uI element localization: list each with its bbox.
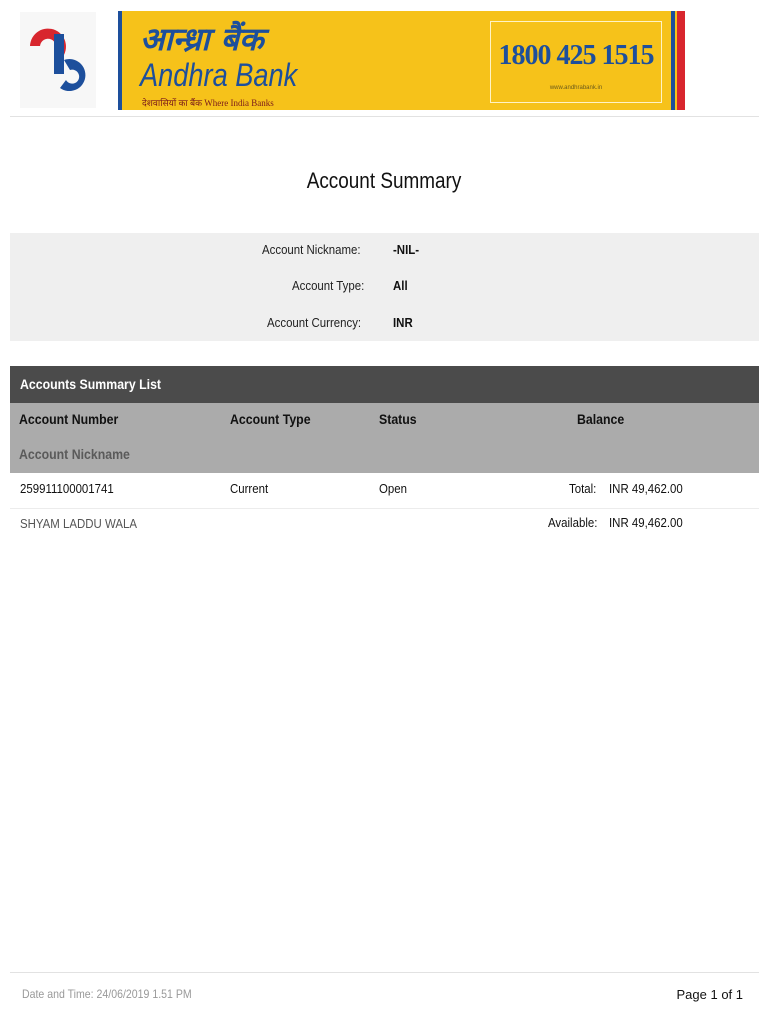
page-number: Page 1 of 1 bbox=[676, 987, 743, 1002]
col-balance: Balance bbox=[577, 411, 625, 427]
bank-website: www.andhrabank.in bbox=[549, 85, 603, 91]
info-label: Account Nickname: bbox=[262, 242, 361, 257]
info-value: INR bbox=[393, 315, 413, 330]
info-row-nickname bbox=[10, 242, 759, 262]
total-label: Total: bbox=[569, 481, 597, 496]
page-title: Account Summary bbox=[306, 168, 462, 193]
col-status: Status bbox=[379, 411, 417, 427]
account-number: 259911100001741 bbox=[20, 481, 114, 496]
andhra-bank-logo bbox=[20, 12, 96, 108]
helpline-number: 1800 425 1515 bbox=[498, 40, 654, 71]
footer-datetime: Date and Time: 24/06/2019 1.51 PM bbox=[22, 987, 192, 1001]
row-divider bbox=[10, 508, 759, 509]
bank-name-hindi: आन्ध्रा बैंक bbox=[140, 20, 264, 58]
col-account-number: Account Number bbox=[19, 411, 119, 427]
filter-info bbox=[10, 233, 759, 341]
info-value: All bbox=[393, 278, 408, 293]
info-label: Account Currency: bbox=[267, 315, 362, 330]
col-account-type: Account Type bbox=[230, 411, 311, 427]
available-balance: INR 49,462.00 bbox=[609, 515, 683, 530]
bank-tagline: देशवासियों का बैंक Where India Banks bbox=[142, 98, 274, 108]
column-header bbox=[10, 403, 759, 473]
available-label: Available: bbox=[548, 515, 598, 530]
account-type: Current bbox=[230, 481, 269, 496]
bank-name: Andhra Bank bbox=[140, 57, 298, 93]
accounts-list-header bbox=[10, 366, 759, 403]
header-divider bbox=[10, 116, 759, 117]
col-account-nickname: Account Nickname bbox=[19, 446, 130, 462]
accounts-list-title: Accounts Summary List bbox=[20, 376, 162, 392]
bank-banner bbox=[118, 11, 685, 110]
account-nickname: SHYAM LADDU WALA bbox=[20, 516, 137, 531]
total-balance: INR 49,462.00 bbox=[609, 481, 683, 496]
info-label: Account Type: bbox=[291, 278, 365, 293]
bank-header bbox=[0, 0, 768, 116]
info-row-type bbox=[10, 278, 759, 298]
helpline-box bbox=[490, 21, 662, 103]
account-status: Open bbox=[379, 481, 407, 496]
info-row-currency bbox=[10, 315, 759, 335]
footer-divider bbox=[10, 972, 759, 973]
info-value: -NIL- bbox=[393, 242, 420, 257]
